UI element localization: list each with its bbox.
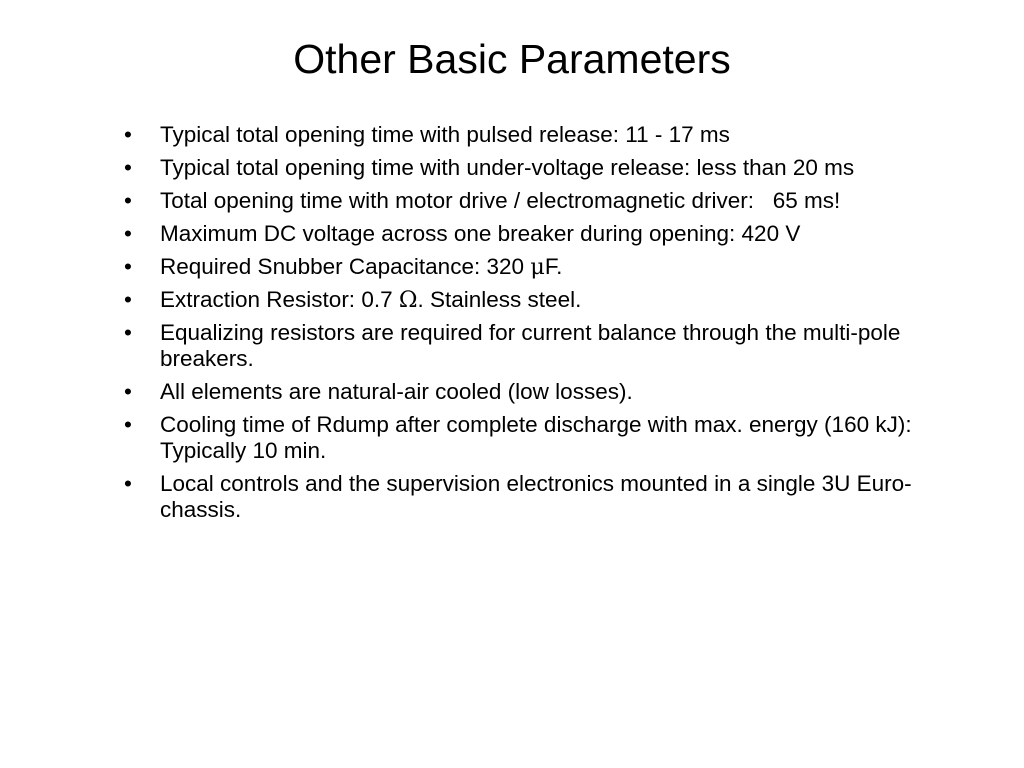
micro-symbol: μ <box>530 254 545 280</box>
bullet-marker: • <box>124 122 132 147</box>
bullet-text: All elements are natural-air cooled (low losses). <box>160 379 633 404</box>
bullet-item <box>124 379 914 405</box>
bullet-marker: • <box>124 155 132 180</box>
bullet-text: Local controls and the supervision electronics mounted in a single 3U Euro-chassis. <box>160 471 912 522</box>
bullet-item <box>124 155 914 181</box>
bullet-text: Equalizing resistors are required for current balance through the multi-pole breakers. <box>160 320 907 371</box>
bullet-text: Typical total opening time with under-voltage release: less than 20 ms <box>160 155 855 180</box>
bullet-item <box>124 412 918 464</box>
bullet-text: Typical total opening time with pulsed release: 11 - 17 ms <box>160 122 730 147</box>
bullet-text-part: F. <box>544 254 563 279</box>
bullet-text <box>160 287 914 313</box>
bullet-item <box>124 188 914 214</box>
bullet-marker: • <box>124 320 132 345</box>
ohm-symbol: Ω <box>398 287 418 313</box>
bullet-item <box>124 122 914 148</box>
bullet-marker: • <box>124 254 132 279</box>
bullet-item <box>124 254 914 280</box>
bullet-text-part: Required Snubber Capacitance: 320 <box>160 254 531 279</box>
slide-title: Other Basic Parameters <box>293 36 731 82</box>
bullet-marker: • <box>124 379 132 404</box>
bullet-text: Maximum DC voltage across one breaker during opening: 420 V <box>160 221 801 246</box>
bullet-text: Total opening time with motor drive / electromagnetic driver: 65 ms! <box>160 188 841 213</box>
bullet-marker: • <box>124 471 132 496</box>
bullet-list <box>124 122 918 530</box>
bullet-marker: • <box>124 287 132 312</box>
bullet-marker: • <box>124 412 132 437</box>
bullet-text-part: Extraction Resistor: 0.7 <box>160 287 399 312</box>
bullet-text <box>160 254 914 280</box>
bullet-text-part: . Stainless steel. <box>417 287 582 312</box>
bullet-item <box>124 471 914 523</box>
bullet-marker: • <box>124 188 132 213</box>
bullet-item <box>124 221 914 247</box>
bullet-marker: • <box>124 221 132 246</box>
bullet-item <box>124 320 914 372</box>
bullet-item <box>124 287 914 313</box>
bullet-text: Cooling time of Rdump after complete discharge with max. energy (160 kJ): Typically 10 min. <box>160 412 918 463</box>
